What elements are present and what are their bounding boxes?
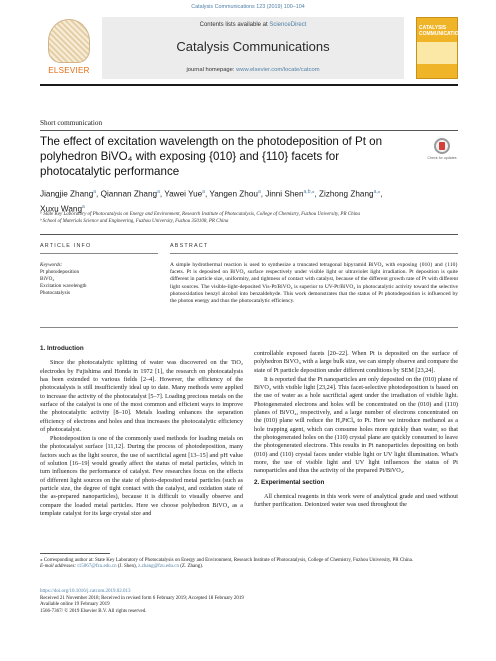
article-info-rule	[40, 253, 158, 254]
article-info-heading: ARTICLE INFO	[40, 243, 92, 249]
email-link[interactable]: z.zhang@fzu.edu.cn	[138, 564, 180, 570]
cover-band	[417, 42, 457, 64]
copyright: 1566-7367/ © 2019 Elsevier B.V. All rights reserved.	[40, 608, 147, 614]
journal-reference[interactable]: Catalysis Communications 123 (2019) 100–104	[191, 4, 305, 10]
received-dates: Received 21 November 2018; Received in revised form 6 February 2019; Accepted 18 February 2019	[40, 595, 244, 601]
crossmark-badge[interactable]	[427, 138, 457, 168]
available-online: Available online 19 February 2019	[40, 602, 110, 607]
author[interactable]: Qiannan Zhang	[100, 189, 158, 199]
paragraph: All chemical reagents in this work were of analytical grade and used without further purification. Deionized water was used throughout the	[254, 493, 458, 509]
keyword: BiVO₄	[40, 276, 55, 282]
abstract-end-rule	[40, 327, 458, 328]
keyword: Photocatalysis	[40, 290, 70, 296]
affiliation-divider	[40, 234, 458, 235]
header-divider	[40, 84, 458, 86]
publisher-name: ELSEVIER	[48, 66, 90, 75]
author-line-2: Xuxu Wang$^a$	[40, 203, 85, 214]
paragraph: controllable exposed facets [20–22]. When Pt is deposited on the surface of polyhedron BiVO₄ with a large bulk size, we can simply observe and compare the state of Pt particle deposition under different conditions by SEM [23,24].	[254, 350, 458, 374]
email-line: E-mail addresses: t15067@fzu.edu.cn (J. Shen), z.zhang@fzu.edu.cn (Z. Zhang).	[40, 564, 204, 570]
author[interactable]: Zizhong Zhang	[318, 189, 374, 199]
elsevier-logo	[40, 17, 98, 79]
affiliation-b: ᵇ School of Materials Science and Engineering, Fuzhou University, Fuzhou 350108, PR China	[40, 219, 229, 224]
paragraph: Photodeposition is one of the commonly used methods for loading metals on the photocatalyst surface [11,12]. During the process of photodeposition, many factors such as the light source, the use of sacrificial agent [13–15] and pH value of solution [16–19] would greatly affect the status of metal particles, which in turn influences the performance of catalyst. Few researches focus on the effects of different light sources on the state of photo-deposited metal particles (such as particle size, the degree of tight contact with the catalyst, and oxidation state of the as-prepared nanoparticles), because it is difficult to visually observe and compare the loaded metal particles. Here we choose polyhedron BiVO₄ as a template catalyst for its large crystal size and	[40, 434, 243, 518]
author[interactable]: Jinni Shen	[265, 189, 304, 199]
journal-header	[40, 17, 466, 79]
abstract-heading: ABSTRACT	[170, 243, 209, 249]
homepage-line: journal homepage: www.elsevier.com/locate/catcom	[186, 67, 320, 73]
journal-cover-thumbnail[interactable]	[416, 17, 466, 79]
homepage-link[interactable]: www.elsevier.com/locate/catcom	[236, 67, 320, 73]
crossmark-label: Check for updates	[427, 156, 457, 160]
footnotes	[40, 558, 458, 571]
crossmark-icon	[434, 138, 450, 154]
corresponding-author-note: ⁎ Corresponding author at: State Key Laboratory of Photocatalysis on Energy and Environment, Research Institute of Photocatalysis, College of Chemistry, Fuzhou University, PR China.	[40, 558, 414, 563]
keyword: Pt photodeposition	[40, 269, 80, 275]
author[interactable]: Xuxu Wang	[40, 204, 83, 214]
doi-link[interactable]: https://doi.org/10.1016/j.catcom.2019.02.013	[40, 589, 131, 594]
author[interactable]: Yangen Zhou	[209, 189, 258, 199]
footnote-rule	[40, 553, 110, 554]
author[interactable]: Jiangjie Zhang	[40, 189, 94, 199]
abstract-rule	[170, 253, 458, 254]
keyword: Excitation wavelength	[40, 283, 87, 289]
journal-title: Catalysis Communications	[176, 39, 330, 54]
email-link[interactable]: t15067@fzu.edu.cn	[77, 564, 117, 570]
cover-title: CATALYSIS COMMUNICATIONS	[419, 25, 466, 37]
title-divider	[40, 130, 458, 131]
right-column	[254, 350, 458, 510]
author-line-1: Jiangjie Zhang$^a$, Qiannan Zhang$^a$, Yawei Yue$^a$, Yangen Zhou$^a$, Jinni Shen$^{a,b,⁎}$, Zizhong Zhang$^{a,⁎}$,	[40, 189, 383, 199]
sciencedirect-link[interactable]: ScienceDirect	[269, 22, 307, 28]
header-banner	[102, 17, 404, 79]
section-heading: 2. Experimental section	[254, 478, 325, 486]
section-heading: 1. Introduction	[40, 345, 84, 352]
contents-line: Contents lists available at ScienceDirect	[199, 22, 307, 28]
affiliation-a: ᵃ State Key Laboratory of Photocatalysis on Energy and Environment, Research Institute of Photocatalysis, College of Chemistry, Fuzhou University, PR China	[40, 212, 361, 217]
article-history	[40, 589, 458, 615]
abstract-text: A simple hydrothermal reaction is used to synthesize a truncated tetragonal bipyramid BiVO₄ with exposing {010} and {110} facets. Pt is deposited on BiVO₄ surface respectively under visible light or ultraviolet light irradiation. Pt deposition is quite different in particle size, uniformity, and tightness of contact with catalyst, because of the different growth rate of Pt with different light sources. The visible-light-deposited Vis-Pt/BiVO₄ is superior to UV-Pt/BiVO₄ in photocatalytic activity toward the selective photooxidation benzyl alcohol into benzaldehyde. This work demonstrates that the status of Pt photodeposition is influenced by the photon energy and thus the photocatalytic efficiency.	[170, 262, 458, 305]
paragraph: It is reported that the Pt nanoparticles are only deposited on the (010) plane of BiVO₄ with visible light [23,24]. This facet-selective photodeposition is based on the use of water as a hole sacrificial agent under the irradiation of visible light. Photogenerated electrons and holes will be concentrated on the (010) and (110) planes of BiVO₄, respectively, and a large number of electrons concentrated on the (010) plane will reduce the H₂PtCl₆ to Pt. Here we introduce methanol as a hole trapping agent, which can consume holes more quickly than water, so that the photogenerated holes on the (110) crystal plane are quickly consumed to leave the photogenerated electrons. This results in Pt nanoparticles depositing on both (010) and (110) crystal faces under visible light or UV light illumination. What's more, the use of visible light and UV light influences the status of Pt nanoparticles and thus the activity of the prepared Pt/BiVO₄.	[254, 375, 458, 475]
left-column	[40, 342, 243, 519]
elsevier-tree-icon	[48, 19, 90, 63]
article-type: Short communication	[40, 119, 103, 127]
article-title: The effect of excitation wavelength on the photodeposition of Pt on polyhedron BiVO₄ with exposing {010} and {110} facets for photocatalytic performance	[40, 135, 383, 179]
paragraph: Since the photocatalytic splitting of water was discovered on the TiO₂ electrodes by Fujishima and Honda in 1972 [1], the research on photocatalysis has been extended to various fields [2–4]. However, the efficiency of the photocatalysis is still insufficiently ideal up to date. Many methods were applied to increase the activity of the photocatalyst [5–7]. Loading precious metals on the surface of the catalyst is one of the most common and efficient ways to improve the photocatalytic activity [8–10]. Metals loading enhances the separation efficiency of electrons and holes and thus increases the photocatalytic efficiency of photocatalyst.	[40, 359, 243, 434]
keywords-label: Keywords:	[40, 262, 63, 268]
author[interactable]: Yawei Yue	[164, 189, 203, 199]
